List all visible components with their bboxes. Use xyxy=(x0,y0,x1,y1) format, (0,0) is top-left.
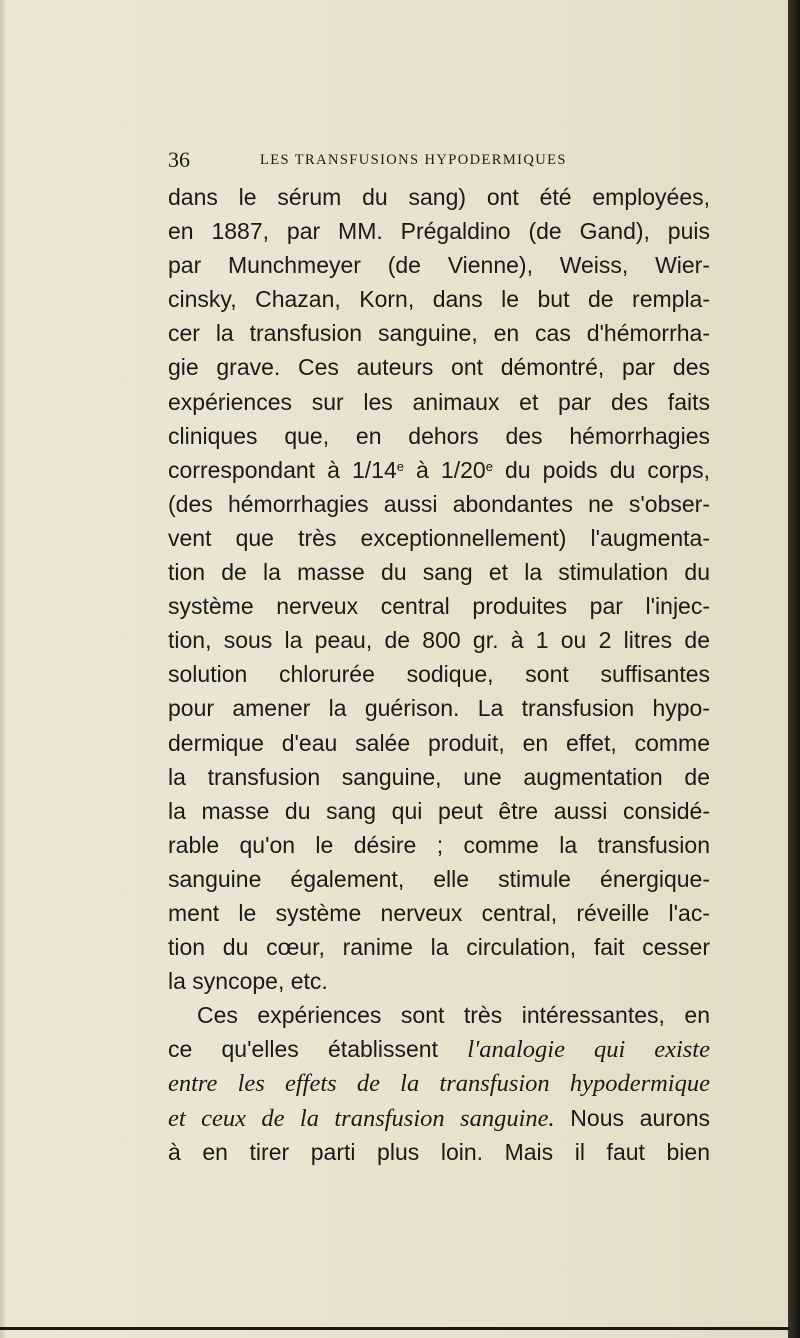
text-line: gie grave. Ces auteurs ont démontré, par des xyxy=(168,354,710,381)
text-line: expériences sur les animaux et par des faits xyxy=(168,388,710,415)
text-run: à 1/20 xyxy=(403,456,486,483)
page-header xyxy=(168,148,768,172)
text-line: en 1887, par MM. Prégaldino (de Gand), puis xyxy=(168,218,710,245)
text-line: vent que très exceptionnellement) l'augmenta- xyxy=(168,524,710,551)
text-line: tion du cœur, ranime la circulation, fait cesser xyxy=(168,934,710,961)
text-line: solution chlorurée sodique, sont suffisantes xyxy=(168,661,710,688)
text-line xyxy=(168,1066,710,1100)
superscript: e xyxy=(396,458,404,474)
page-binding-shadow xyxy=(788,0,800,1338)
text-line: ment le système nerveux central, réveille l'ac- xyxy=(168,899,710,926)
text-line: Ces expériences sont très intéressantes, en xyxy=(197,1002,710,1029)
text-line: rable qu'on le désire ; comme la transfusion xyxy=(168,831,710,858)
body-text xyxy=(168,180,710,1169)
text-line: pour amener la guérison. La transfusion hypo- xyxy=(168,695,710,722)
superscript: e xyxy=(485,458,493,474)
page-number: 36 xyxy=(168,147,190,172)
italic-run: et ceux de la transfusion sanguine. xyxy=(168,1104,555,1132)
page-bottom-edge xyxy=(0,1327,790,1330)
text-line: dans le sérum du sang) ont été employées, xyxy=(168,184,710,210)
text-line: cer la transfusion sanguine, en cas d'hémorrha- xyxy=(168,320,710,347)
text-run: du poids du corps, xyxy=(492,456,710,483)
text-run: Nous aurons xyxy=(554,1104,710,1131)
text-line: (des hémorrhagies aussi abondantes ne s'obser- xyxy=(168,490,710,517)
text-line: cinsky, Chazan, Korn, dans le but de rempla- xyxy=(168,286,710,313)
text-line: sanguine également, elle stimule énergique- xyxy=(168,865,710,892)
text-line: dermique d'eau salée produit, en effet, comme xyxy=(168,729,710,756)
text-line: tion de la masse du sang et la stimulation du xyxy=(168,559,710,586)
text-line: par Munchmeyer (de Vienne), Weiss, Wier- xyxy=(168,252,710,279)
text-run: correspondant à 1/14 xyxy=(168,456,397,483)
text-line xyxy=(168,1101,710,1135)
italic-run: entre les effets de la transfusion hypodermique xyxy=(168,1070,710,1098)
text-line: la masse du sang qui peut être aussi considé- xyxy=(168,797,710,824)
italic-run: l'analogie qui existe xyxy=(467,1036,710,1064)
text-line xyxy=(168,453,710,487)
text-line: système nerveux central produites par l'injec- xyxy=(168,593,710,620)
text-run: ce qu'elles établissent xyxy=(168,1036,468,1063)
text-line xyxy=(168,1032,710,1066)
text-line: cliniques que, en dehors des hémorrhagies xyxy=(168,422,710,449)
page-left-edge xyxy=(0,0,6,1338)
text-line: la syncope, etc. xyxy=(168,968,328,995)
text-line: tion, sous la peau, de 800 gr. à 1 ou 2 litres de xyxy=(168,627,710,654)
text-line: la transfusion sanguine, une augmentation de xyxy=(168,763,710,790)
running-title: LES TRANSFUSIONS HYPODERMIQUES xyxy=(260,152,567,168)
text-line: à en tirer parti plus loin. Mais il faut bien xyxy=(168,1138,710,1165)
